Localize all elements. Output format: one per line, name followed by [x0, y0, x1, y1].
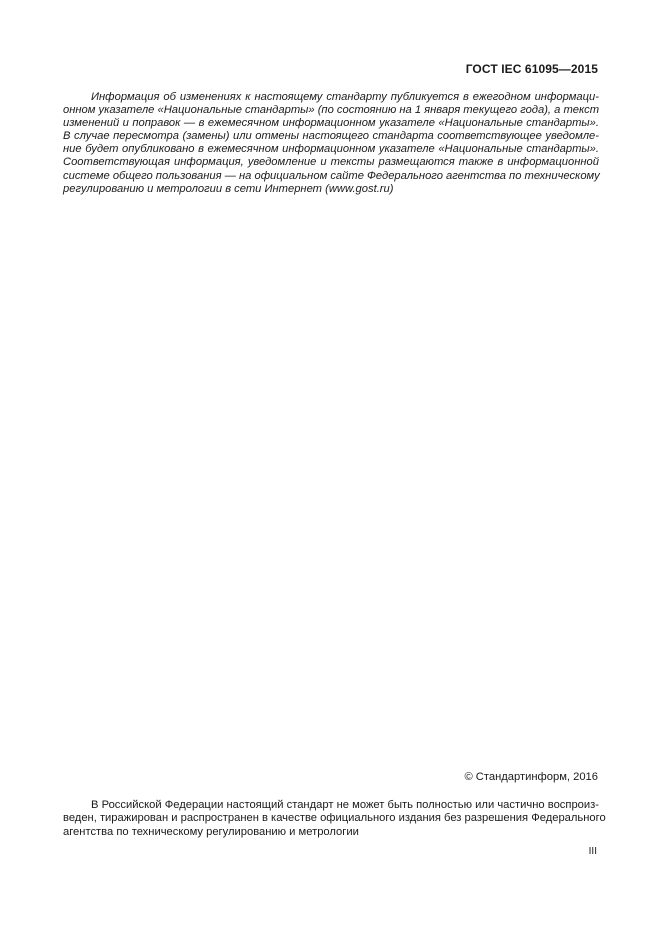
change-info-paragraph [63, 91, 599, 196]
notice-line: агентства по техническому регулированию и метрологии [63, 825, 359, 838]
copyright-notice: © Стандартинформ, 2016 [464, 771, 598, 783]
page-number: III [588, 846, 597, 857]
paragraph-line: изменений и поправок — в ежемесячном информационном указателе «Национальные стандарты». [63, 117, 599, 130]
paragraph-line: регулированию и метрологии в сети Интернет (www.gost.ru) [63, 182, 394, 195]
paragraph-line: Информация об изменениях к настоящему стандарту публикуется в ежегодном информаци- [91, 91, 599, 103]
reproduction-notice-paragraph [63, 799, 606, 839]
notice-line: В Российской Федерации настоящий стандарт не может быть полностью или частично воспроиз- [91, 799, 599, 811]
notice-line: веден, тиражирован и распространен в качестве официального издания без разрешения Федерального [63, 812, 606, 825]
paragraph-line: В случае пересмотра (замены) или отмены настоящего стандарта соответствующее уведомле- [63, 130, 599, 143]
paragraph-line: Соответствующая информация, уведомление и тексты размещаются также в информационной [63, 156, 599, 169]
paragraph-line: ние будет опубликовано в ежемесячном информационном указателе «Национальные стандарты». [63, 143, 599, 156]
paragraph-line: онном указателе «Национальные стандарты» (по состоянию на 1 января текущего года), а текст [63, 104, 600, 117]
document-code-header: ГОСТ IEC 61095—2015 [465, 62, 598, 76]
paragraph-line: системе общего пользования — на официальном сайте Федерального агентства по техническому [63, 169, 600, 182]
